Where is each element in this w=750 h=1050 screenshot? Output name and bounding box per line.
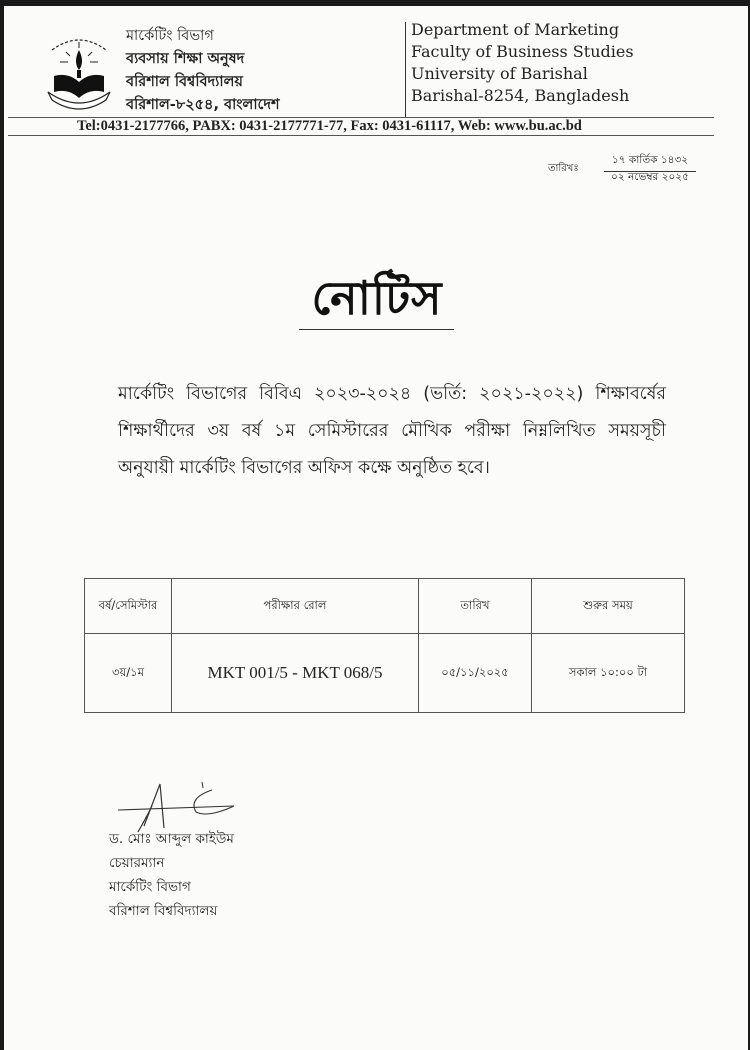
cell-exam-roll: MKT 001/5 - MKT 068/5 bbox=[172, 634, 419, 713]
col-year-semester: বর্ষ/সেমিস্টার bbox=[85, 579, 172, 634]
cell-date: ০৫/১১/২০২৫ bbox=[419, 634, 532, 713]
cell-start-time: সকাল ১০:০০ টা bbox=[532, 634, 685, 713]
signatory-name: ড. মোঃ আব্দুল কাইউম bbox=[109, 831, 234, 847]
col-date: তারিখ bbox=[419, 579, 532, 634]
col-start-time: শুরুর সময় bbox=[532, 579, 685, 634]
date-bangla-calendar: ১৭ কার্তিক ১৪৩২ bbox=[604, 153, 696, 172]
notice-body: মার্কেটিং বিভাগের বিবিএ ২০২৩-২০২৪ (ভর্তি: ২০২১-২০২২) শিক্ষাবর্ষের শিক্ষার্থীদের ৩য় বর্ষ ১ম সেমিস্টারের মৌখিক পরীক্ষা নিম্নলিখিত সময়সূচী অনুযায়ী মার্কেটিং বিভাগের অফিস কক্ষে অনুষ্ঠিত হবে। bbox=[118, 384, 666, 478]
bangla-university: বরিশাল বিশ্ববিদ্যালয় bbox=[126, 74, 243, 90]
bangla-department: মার্কেটিং বিভাগ bbox=[126, 28, 214, 44]
col-exam-roll: পরীক্ষার রোল bbox=[172, 579, 419, 634]
university-emblem-icon bbox=[40, 28, 118, 112]
english-faculty: Faculty of Business Studies bbox=[411, 42, 634, 61]
signatory-block bbox=[109, 827, 234, 923]
cell-year-semester: ৩য়/১ম bbox=[85, 634, 172, 713]
schedule-table bbox=[84, 578, 685, 713]
table-row bbox=[85, 634, 685, 713]
english-letterhead bbox=[411, 19, 634, 107]
notice-document bbox=[4, 6, 748, 1050]
contact-line: Tel:0431-2177766, PABX: 0431-2177771-77, Fax: 0431-61117, Web: www.bu.ac.bd bbox=[77, 118, 582, 134]
date-label: তারিখঃ bbox=[548, 163, 579, 174]
header-divider bbox=[405, 22, 406, 118]
date-gregorian: ০২ নভেম্বর ২০২৫ bbox=[611, 171, 689, 183]
title-underline bbox=[299, 329, 454, 330]
bangla-address: বরিশাল-৮২৫৪, বাংলাদেশ bbox=[126, 97, 280, 113]
table-header-row bbox=[85, 579, 685, 634]
notice-title: নোটিস bbox=[311, 271, 443, 325]
english-address: Barishal-8254, Bangladesh bbox=[411, 86, 630, 105]
english-university: University of Barishal bbox=[411, 64, 588, 83]
signatory-designation: চেয়ারম্যান bbox=[109, 855, 165, 871]
signatory-department: মার্কেটিং বিভাগ bbox=[109, 879, 191, 895]
english-department: Department of Marketing bbox=[411, 20, 620, 39]
signatory-university: বরিশাল বিশ্ববিদ্যালয় bbox=[109, 903, 218, 919]
bangla-letterhead bbox=[126, 25, 280, 117]
header-rule-bottom bbox=[8, 135, 714, 136]
bangla-faculty: ব্যবসায় শিক্ষা অনুষদ bbox=[126, 51, 245, 67]
